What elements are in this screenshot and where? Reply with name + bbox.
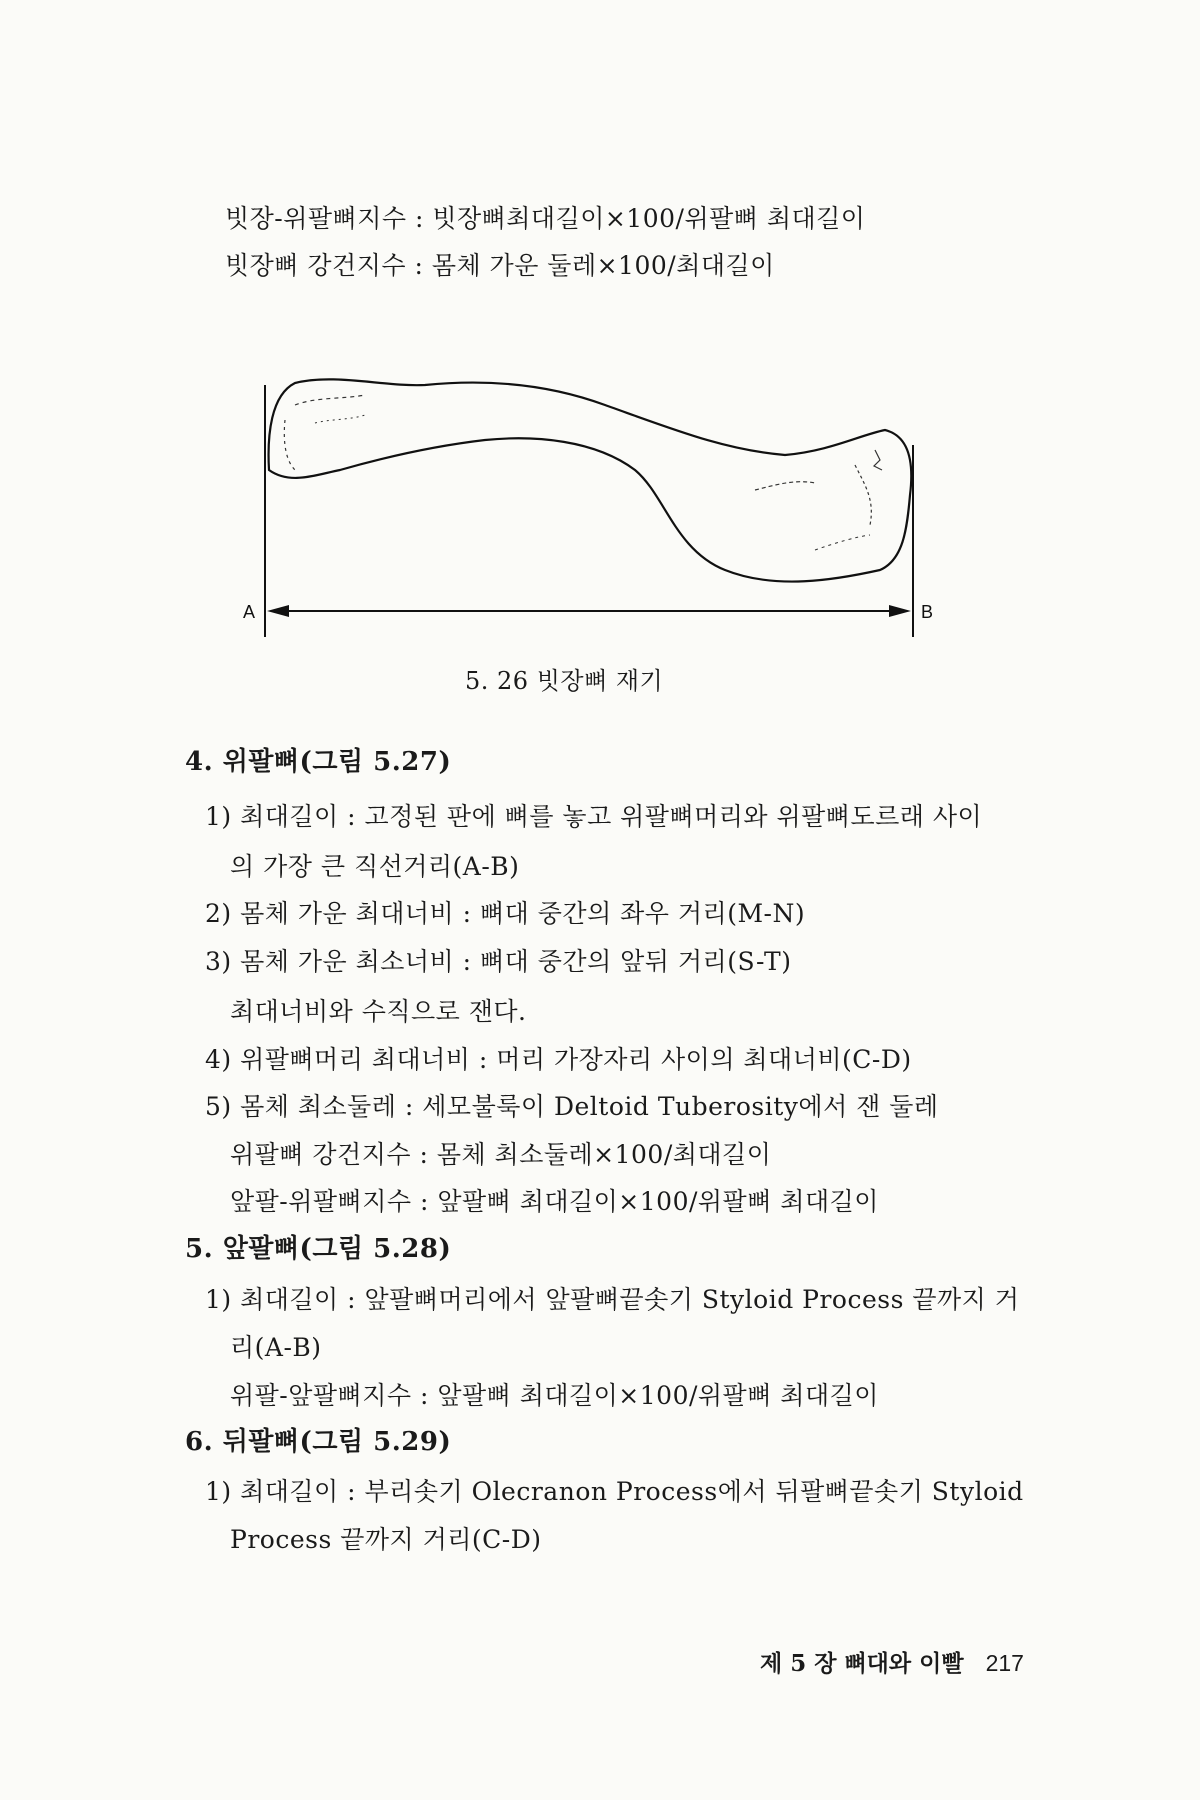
section-4-index-1: 위팔뼈 강건지수 : 몸체 최소둘레×100/최대길이 [230,1140,772,1169]
arrow-head-right [889,605,911,617]
section-4-item-2: 2) 몸체 가운 최대너비 : 뼈대 중간의 좌우 거리(M-N) [205,899,806,928]
page-number: 217 [985,1650,1024,1676]
chapter-title: 제 5 장 뼈대와 이빨 [760,1650,964,1677]
arrow-head-left [267,605,289,617]
section-4-heading: 4. 위팔뼈(그림 5.27) [185,747,452,777]
section-5-index-1: 위팔-앞팔뼈지수 : 앞팔뼈 최대길이×100/위팔뼈 최대길이 [230,1381,879,1410]
section-4-item-3-line-2: 최대너비와 수직으로 잰다. [230,997,527,1026]
clavicle-bone-outline [269,379,912,581]
section-5-heading: 5. 앞팔뼈(그림 5.28) [185,1234,452,1264]
section-5-item-1-line-1: 1) 최대길이 : 앞팔뼈머리에서 앞팔뼈끝솟기 Styloid Process 끝까지 거 [205,1285,1020,1314]
section-4-index-2: 앞팔-위팔뼈지수 : 앞팔뼈 최대길이×100/위팔뼈 최대길이 [230,1187,879,1216]
section-4-item-3-line-1: 3) 몸체 가운 최소너비 : 뼈대 중간의 앞뒤 거리(S-T) [205,947,792,976]
section-4-item-1-line-1: 1) 최대길이 : 고정된 판에 뼈를 놓고 위팔뼈머리와 위팔뼈도르래 사이 [205,802,983,831]
intro-formula-1: 빗장-위팔뼈지수 : 빗장뼈최대길이×100/위팔뼈 최대길이 [225,204,866,233]
section-6-item-1-line-1: 1) 최대길이 : 부리솟기 Olecranon Process에서 뒤팔뼈끝솟기 Styloid [205,1477,1024,1506]
page-footer [760,1645,1024,1678]
clavicle-figure [243,375,935,645]
section-4-item-4: 4) 위팔뼈머리 최대너비 : 머리 가장자리 사이의 최대너비(C-D) [205,1045,912,1074]
intro-formula-2: 빗장뼈 강건지수 : 몸체 가운 둘레×100/최대길이 [225,251,775,280]
clavicle-drawing [243,375,935,645]
section-5-item-1-line-2: 리(A-B) [230,1333,322,1362]
section-4-item-5: 5) 몸체 최소둘레 : 세모불룩이 Deltoid Tuberosity에서 잰 둘레 [205,1092,939,1121]
section-6-heading: 6. 뒤팔뼈(그림 5.29) [185,1427,452,1457]
label-b: B [921,602,934,622]
label-a: A [243,602,256,622]
section-6-item-1-line-2: Process 끝까지 거리(C-D) [230,1525,542,1554]
section-4-item-1-line-2: 의 가장 큰 직선거리(A-B) [230,852,520,881]
figure-caption: 5. 26 빗장뼈 재기 [465,667,664,695]
